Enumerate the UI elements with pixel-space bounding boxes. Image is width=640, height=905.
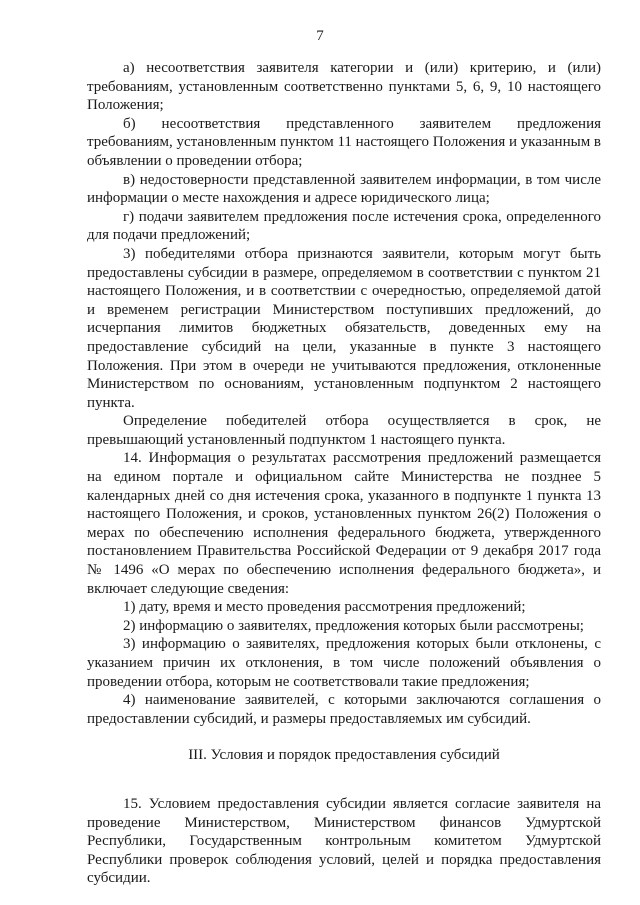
document-body [87, 59, 601, 888]
section-heading: III. Условия и порядок предоставления субсидий [188, 747, 500, 764]
paragraph-info-3: 3) информацию о заявителях, предложения которых были отклонены, с указанием причин их отклонения, в том числе положений объявления о проведении отбора, которым не соответствовали такие предложения; [87, 636, 601, 690]
paragraph-info-2: 2) информацию о заявителях, предложения которых были рассмотрены; [123, 617, 584, 634]
paragraph-item-g: г) подачи заявителем предложения после истечения срока, определенного для подачи предложений; [87, 208, 601, 244]
paragraph-point-15: 15. Условием предоставления субсидии является согласие заявителя на проведение Министерством, Министерством финансов Удмуртской Республики, Государственным контрольным комитетом Удмуртской Республики проверок соблюдения условий, целей и порядка предоставления субсидии. [87, 795, 601, 887]
paragraph-subpoint-3: 3) победителями отбора признаются заявители, которым могут быть предоставлены субсидии в размере, определяемом в соответствии с пунктом 21 настоящего Положения, и в соответствии с очередностью, определяемой датой и временем регистрации Министерством поступивших предложений, до исчерпания лимитов бюджетных обязательств, доведенных ему на предоставление субсидий на цели, указанные в пункте 3 настоящего Положения. При этом в очереди не учитываются предложения, отклоненные Министерством по основаниям, установленным подпунктом 2 настоящего пункта. [87, 245, 601, 411]
paragraph-item-b: б) несоответствия представленного заявителем предложения требованиям, установленным пунктом 11 настоящего Положения и указанным в объявлении о проведении отбора; [87, 115, 602, 169]
paragraph-item-v: в) недостоверности представленной заявителем информации, в том числе информации о месте нахождения и адресе юридического лица; [87, 171, 601, 207]
paragraph-info-4: 4) наименование заявителей, с которыми заключаются соглашения о предоставлении субсидий, и размеры предоставляемых им субсидий. [87, 692, 601, 727]
paragraph-winner-determination: Определение победителей отбора осуществляется в срок, не превышающий установленный подпунктом 1 настоящего пункта. [87, 413, 601, 448]
paragraph-info-1: 1) дату, время и место проведения рассмотрения предложений; [123, 599, 526, 616]
paragraph-item-a: а) несоответствия заявителя категории и (или) критерию, и (или) требованиям, установленным соответственно пунктами 5, 6, 9, 10 настоящего Положения; [87, 60, 601, 114]
page-number: 7 [316, 28, 324, 44]
paragraph-point-14: 14. Информация о результатах рассмотрения предложений размещается на едином портале и официальном сайте Министерства не позднее 5 календарных дней со дня истечения срока, указанного в подпункте 1 пункта 13 настоящего Положения, и сроков, установленных пунктом 26(2) Положения о мерах по обеспечению исполнения федерального бюджета, утвержденного постановлением Правительства Российской Федерации от 9 декабря 2017 года № 1496 «О мерах по обеспечению исполнения федерального бюджета», и включает следующие сведения: [87, 450, 601, 597]
